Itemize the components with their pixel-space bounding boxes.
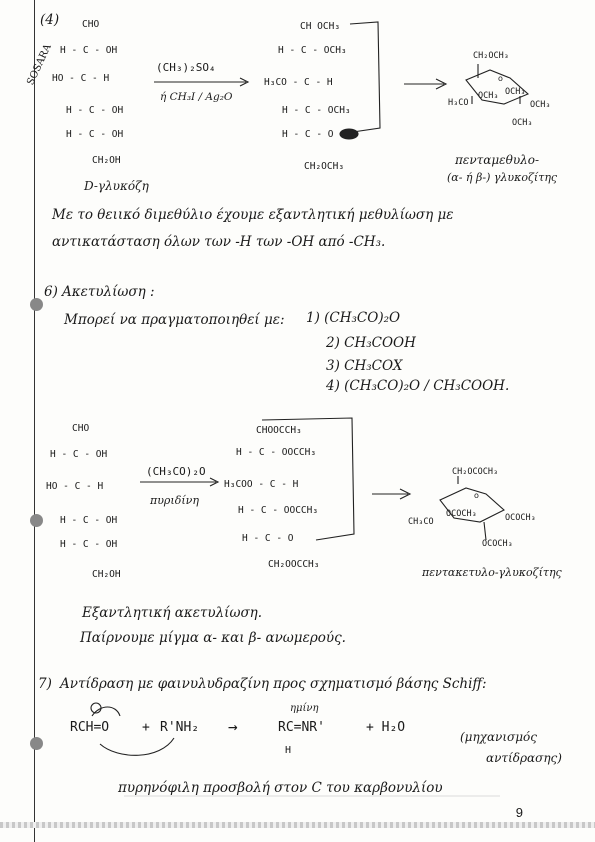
formula-line: H - C - OOCCH₃ [236, 447, 317, 458]
section-title: Αντίδραση με φαινυλυδραζίνη προς σχηματισμό βάσης Schiff: [60, 676, 487, 692]
formula-line: CHO [82, 19, 100, 30]
product-name: (α- ή β-) γλυκοζίτης [447, 171, 558, 184]
reaction-arrow-line [140, 478, 218, 486]
pyranose-ring [440, 488, 504, 522]
paragraph-line: Εξαντλητική ακετυλίωση. [82, 605, 263, 621]
pyranose-ring [466, 70, 528, 104]
ring-label: H₃CO [448, 98, 469, 108]
formula-line: H - C - OH [50, 449, 108, 460]
section-title: Ακετυλίωση : [62, 284, 155, 300]
product-name: πενταμεθυλο- [455, 153, 540, 167]
reaction-arrow: → [228, 717, 238, 736]
mechanism-arrow [92, 707, 120, 716]
ring-substituent [458, 476, 486, 540]
formula-line: H - C - OH [60, 539, 118, 550]
formula-line: CH OCH₃ [300, 21, 341, 32]
footnote: πυρηνόφιλη προσβολή στον C του καρβονυλίου [118, 780, 443, 796]
section-number: 6) [44, 284, 58, 300]
formula-line: H - C - O [282, 129, 334, 140]
formula-line: H₃COO - C - H [224, 479, 299, 490]
method-item: 4) (CH₃CO)₂O / CH₃COOH. [326, 378, 510, 394]
formula-line: HO - C - H [46, 481, 104, 492]
ring-label: OCOCH₃ [482, 539, 513, 549]
paragraph-line: Με το θειικό διμεθύλιο έχουμε εξαντλητική μεθυλίωση με [52, 207, 454, 223]
paragraph-line: Παίρνουμε μίγμα α- και β- ανωμερούς. [80, 630, 346, 646]
formula-line: H - C - OH [66, 105, 124, 116]
reaction-arrow-line [372, 489, 410, 499]
imine-product: RC=NR' [278, 720, 325, 735]
reagent: ή CH₃I / Ag₂O [160, 91, 233, 103]
ring-label: CH₃CO [408, 517, 434, 527]
reaction-arrow-line [154, 78, 248, 86]
imine-label: ημίνη [290, 703, 319, 714]
ring-label: OCH₃ [505, 87, 526, 97]
glucose-name: D-γλυκόζη [84, 179, 149, 193]
reagent: πυριδίνη [150, 494, 199, 507]
reagent: (CH₃)₂SO₄ [156, 61, 216, 74]
formula-line: H - C - O [242, 533, 294, 544]
formula-line: H - C - OCH₃ [282, 105, 351, 116]
formula-line: HO - C - H [52, 73, 110, 84]
paragraph-line: αντικατάσταση όλων των -Η των -ΟΗ από -CH₃. [52, 234, 386, 250]
mechanism-note: αντίδρασης) [486, 751, 562, 765]
page-number: 9 [515, 805, 523, 820]
ring-label: OCH₃ [478, 91, 499, 101]
ring-closure-bracket [262, 418, 354, 540]
method-item: 3) CH₃COX [326, 358, 403, 374]
ring-substituent [472, 64, 520, 104]
formula-line: CHOOCCH₃ [256, 425, 302, 436]
product-name: πεντακετυλο-γλυκοζίτης [422, 566, 562, 579]
amine: R'NH₂ [160, 720, 200, 735]
ring-oxygen: o [498, 74, 503, 83]
imine-hydrogen: H [285, 745, 292, 756]
ring-oxygen: o [474, 491, 479, 500]
reagent: (CH₃CO)₂O [146, 465, 206, 478]
formula-line: H₃CO - C - H [264, 77, 333, 88]
mechanism-arrow [100, 738, 174, 755]
paragraph-line: Μπορεί να πραγματοποιηθεί με: [64, 312, 285, 328]
ring-label: OCH₃ [530, 100, 551, 110]
ring-label: CH₂OCOCH₃ [452, 467, 499, 477]
reactant: RCH=O [70, 720, 110, 735]
ring-label: OCH₃ [512, 118, 533, 128]
formula-line: H - C - OH [66, 129, 124, 140]
plus-sign: + [142, 720, 150, 735]
margin-note: SOSARA [25, 42, 54, 87]
formula-line: CH₂OH [92, 155, 121, 166]
formula-line: H - C - OOCCH₃ [238, 505, 319, 516]
formula-line: H - C - OCH₃ [278, 45, 347, 56]
ring-label: OCOCH₃ [505, 513, 536, 523]
ink-blob [340, 129, 358, 139]
ring-closure-bracket [346, 22, 380, 133]
formula-line: CHO [72, 423, 90, 434]
formula-line: H - C - OH [60, 45, 118, 56]
ring-label: CH₂OCH₃ [473, 51, 509, 61]
ring-label: OCOCH₃ [446, 509, 477, 519]
formula-line: CH₂OH [92, 569, 121, 580]
method-item: 2) CH₃COOH [326, 335, 416, 351]
section-number: 7) [38, 676, 52, 692]
reaction-arrow-line [404, 79, 446, 89]
water: + H₂O [366, 720, 406, 735]
method-item: 1) (CH₃CO)₂O [306, 310, 401, 326]
mechanism-note: (μηχανισμός [460, 730, 537, 744]
formula-line: H - C - OH [60, 515, 118, 526]
section-number: (4) [40, 12, 60, 28]
formula-line: CH₂OCH₃ [304, 161, 345, 172]
formula-line: CH₂OOCCH₃ [268, 559, 320, 570]
